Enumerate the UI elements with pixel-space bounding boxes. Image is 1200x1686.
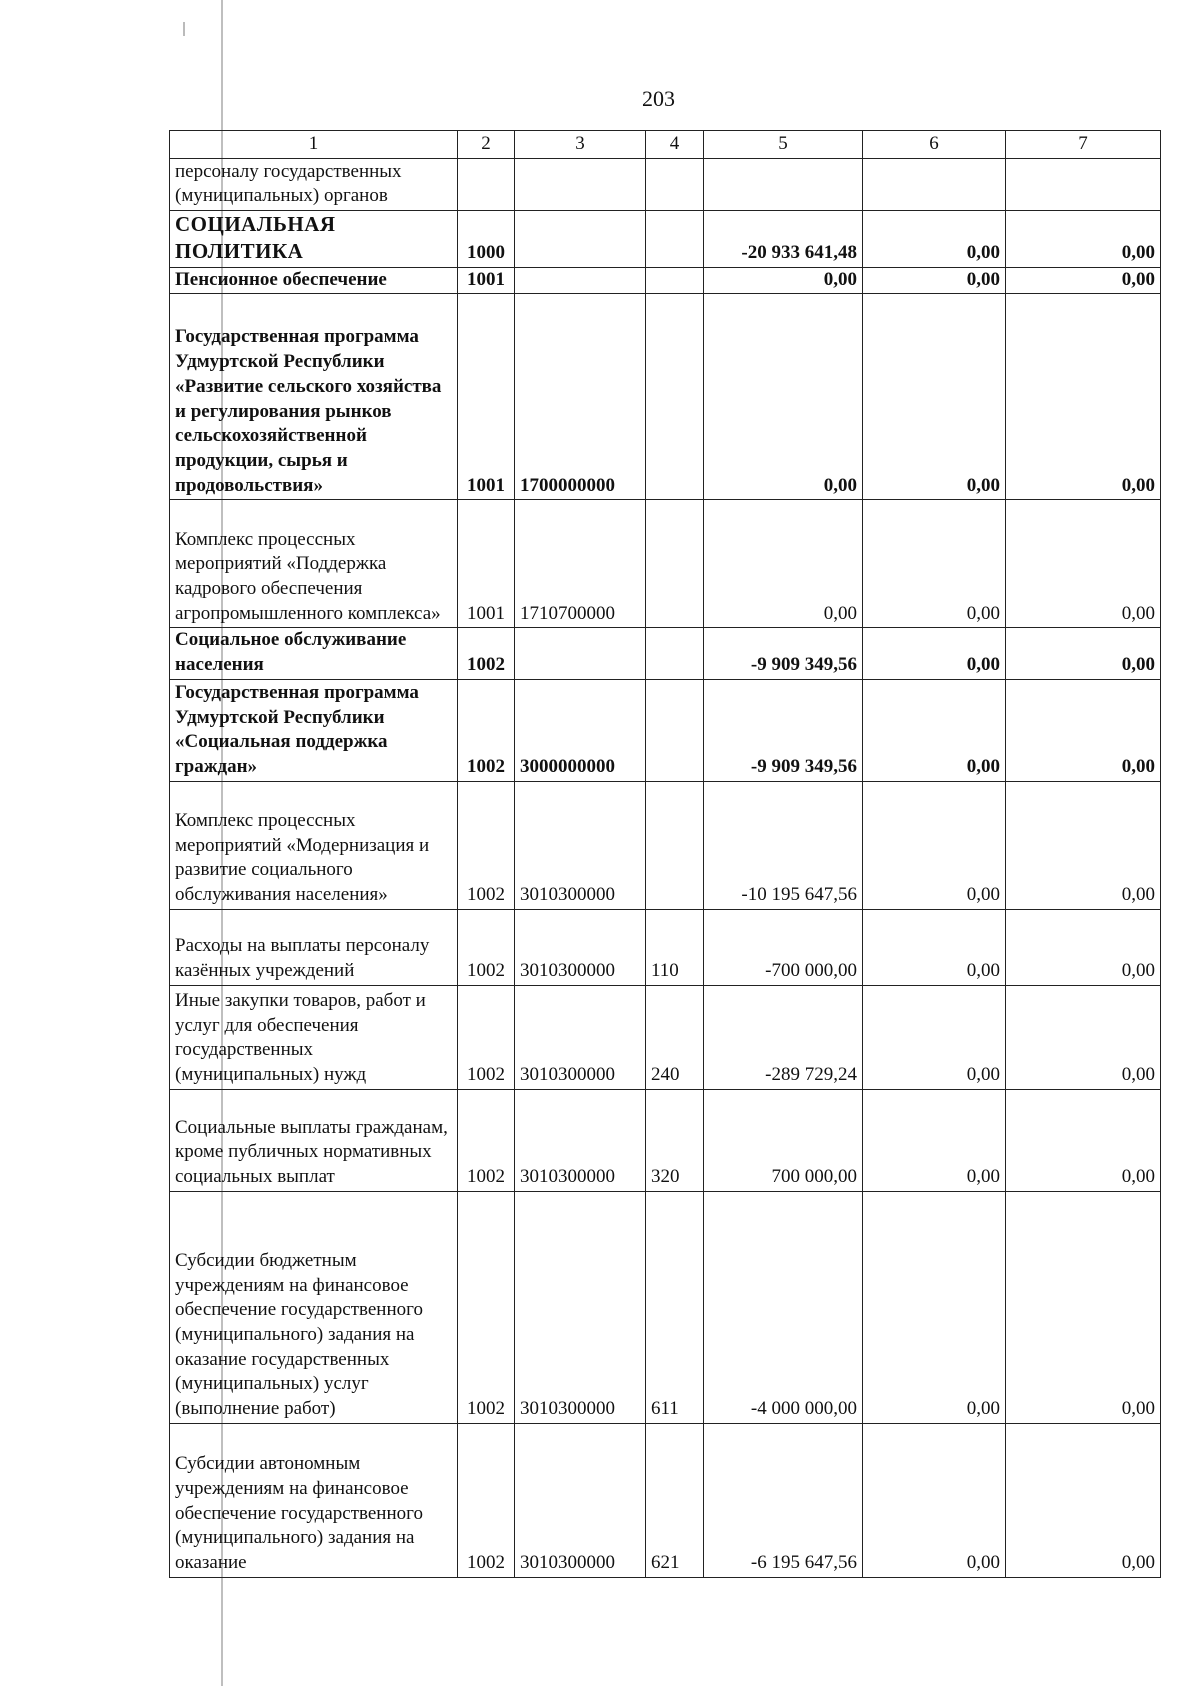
target-code: 3010300000 xyxy=(515,909,646,985)
target-code: 3010300000 xyxy=(515,985,646,1089)
row-name: Субсидии бюджетным учреждениям на финансовое обеспечение государственного (муниципального) задания на оказание государственных (муниципальных) услуг (выполнение работ) xyxy=(170,1191,458,1423)
target-code: 3010300000 xyxy=(515,781,646,909)
budget-table xyxy=(169,130,1161,1578)
expense-type xyxy=(646,159,704,211)
section-code: 1002 xyxy=(458,1191,515,1423)
amount-col5: 0,00 xyxy=(704,267,863,294)
amount-col5: -4 000 000,00 xyxy=(704,1191,863,1423)
table-row xyxy=(170,679,1161,781)
table-row xyxy=(170,294,1161,500)
column-header: 2 xyxy=(458,131,515,159)
section-code: 1002 xyxy=(458,1423,515,1577)
row-name: Расходы на выплаты персоналу казённых учреждений xyxy=(170,909,458,985)
amount-col7: 0,00 xyxy=(1006,909,1161,985)
table-row xyxy=(170,628,1161,679)
amount-col5: 0,00 xyxy=(704,294,863,500)
amount-col6: 0,00 xyxy=(863,985,1006,1089)
row-name: Иные закупки товаров, работ и услуг для обеспечения государственных (муниципальных) нужд xyxy=(170,985,458,1089)
table-row xyxy=(170,909,1161,985)
section-code: 1002 xyxy=(458,628,515,679)
amount-col7: 0,00 xyxy=(1006,1423,1161,1577)
row-name: СОЦИАЛЬНАЯ ПОЛИТИКА xyxy=(170,211,458,268)
section-code: 1002 xyxy=(458,679,515,781)
table-row xyxy=(170,985,1161,1089)
row-name: Социальное обслуживание населения xyxy=(170,628,458,679)
expense-type: 320 xyxy=(646,1089,704,1191)
column-header: 4 xyxy=(646,131,704,159)
amount-col7: 0,00 xyxy=(1006,628,1161,679)
target-code: 3010300000 xyxy=(515,1423,646,1577)
amount-col7: 0,00 xyxy=(1006,1191,1161,1423)
scan-artifact-dot xyxy=(183,22,185,36)
amount-col7 xyxy=(1006,159,1161,211)
table-header-row xyxy=(170,131,1161,159)
row-name: Социальные выплаты гражданам, кроме публичных нормативных социальных выплат xyxy=(170,1089,458,1191)
table-row xyxy=(170,1423,1161,1577)
row-name: Комплекс процессных мероприятий «Модернизация и развитие социального обслуживания населения» xyxy=(170,781,458,909)
amount-col7: 0,00 xyxy=(1006,985,1161,1089)
row-name: Государственная программа Удмуртской Республики «Социальная поддержка граждан» xyxy=(170,679,458,781)
amount-col7: 0,00 xyxy=(1006,294,1161,500)
row-name: Пенсионное обеспечение xyxy=(170,267,458,294)
amount-col7: 0,00 xyxy=(1006,500,1161,628)
target-code xyxy=(515,267,646,294)
column-header: 1 xyxy=(170,131,458,159)
target-code: 3010300000 xyxy=(515,1089,646,1191)
amount-col6: 0,00 xyxy=(863,628,1006,679)
expense-type: 110 xyxy=(646,909,704,985)
expense-type: 611 xyxy=(646,1191,704,1423)
table-row xyxy=(170,500,1161,628)
table-row xyxy=(170,267,1161,294)
row-name: Комплекс процессных мероприятий «Поддержка кадрового обеспечения агропромышленного комплекса» xyxy=(170,500,458,628)
amount-col6: 0,00 xyxy=(863,267,1006,294)
amount-col5: -9 909 349,56 xyxy=(704,628,863,679)
expense-type xyxy=(646,267,704,294)
amount-col5: -6 195 647,56 xyxy=(704,1423,863,1577)
amount-col7: 0,00 xyxy=(1006,781,1161,909)
table-row xyxy=(170,159,1161,211)
expense-type xyxy=(646,500,704,628)
section-code: 1000 xyxy=(458,211,515,268)
table-row xyxy=(170,1191,1161,1423)
amount-col6: 0,00 xyxy=(863,500,1006,628)
amount-col7: 0,00 xyxy=(1006,679,1161,781)
row-name: Государственная программа Удмуртской Республики «Развитие сельского хозяйства и регулирования рынков сельскохозяйственной продукции, сырья и продовольствия» xyxy=(170,294,458,500)
amount-col5: 700 000,00 xyxy=(704,1089,863,1191)
expense-type: 240 xyxy=(646,985,704,1089)
amount-col5: -10 195 647,56 xyxy=(704,781,863,909)
expense-type xyxy=(646,211,704,268)
amount-col5: -700 000,00 xyxy=(704,909,863,985)
amount-col5 xyxy=(704,159,863,211)
target-code xyxy=(515,159,646,211)
section-code: 1001 xyxy=(458,500,515,628)
section-code: 1002 xyxy=(458,985,515,1089)
column-header: 5 xyxy=(704,131,863,159)
amount-col6: 0,00 xyxy=(863,1423,1006,1577)
expense-type xyxy=(646,628,704,679)
section-code: 1002 xyxy=(458,1089,515,1191)
section-code: 1002 xyxy=(458,909,515,985)
target-code xyxy=(515,211,646,268)
amount-col6 xyxy=(863,159,1006,211)
amount-col6: 0,00 xyxy=(863,1191,1006,1423)
target-code: 3000000000 xyxy=(515,679,646,781)
amount-col6: 0,00 xyxy=(863,1089,1006,1191)
amount-col6: 0,00 xyxy=(863,679,1006,781)
expense-type: 621 xyxy=(646,1423,704,1577)
section-code: 1002 xyxy=(458,781,515,909)
section-code: 1001 xyxy=(458,294,515,500)
page-number: 203 xyxy=(642,86,675,111)
column-header: 3 xyxy=(515,131,646,159)
amount-col5: -289 729,24 xyxy=(704,985,863,1089)
amount-col6: 0,00 xyxy=(863,211,1006,268)
expense-type xyxy=(646,781,704,909)
column-header: 6 xyxy=(863,131,1006,159)
amount-col6: 0,00 xyxy=(863,909,1006,985)
section-code xyxy=(458,159,515,211)
section-code: 1001 xyxy=(458,267,515,294)
row-name: персоналу государственных (муниципальных) органов xyxy=(170,159,458,211)
expense-type xyxy=(646,294,704,500)
amount-col7: 0,00 xyxy=(1006,1089,1161,1191)
amount-col7: 0,00 xyxy=(1006,267,1161,294)
amount-col6: 0,00 xyxy=(863,781,1006,909)
table-row xyxy=(170,1089,1161,1191)
column-header: 7 xyxy=(1006,131,1161,159)
target-code: 3010300000 xyxy=(515,1191,646,1423)
amount-col5: -9 909 349,56 xyxy=(704,679,863,781)
amount-col5: 0,00 xyxy=(704,500,863,628)
amount-col5: -20 933 641,48 xyxy=(704,211,863,268)
target-code: 1700000000 xyxy=(515,294,646,500)
target-code: 1710700000 xyxy=(515,500,646,628)
table-row xyxy=(170,211,1161,268)
table-row xyxy=(170,781,1161,909)
row-name: Субсидии автономным учреждениям на финансовое обеспечение государственного (муниципального) задания на оказание xyxy=(170,1423,458,1577)
target-code xyxy=(515,628,646,679)
expense-type xyxy=(646,679,704,781)
amount-col7: 0,00 xyxy=(1006,211,1161,268)
amount-col6: 0,00 xyxy=(863,294,1006,500)
